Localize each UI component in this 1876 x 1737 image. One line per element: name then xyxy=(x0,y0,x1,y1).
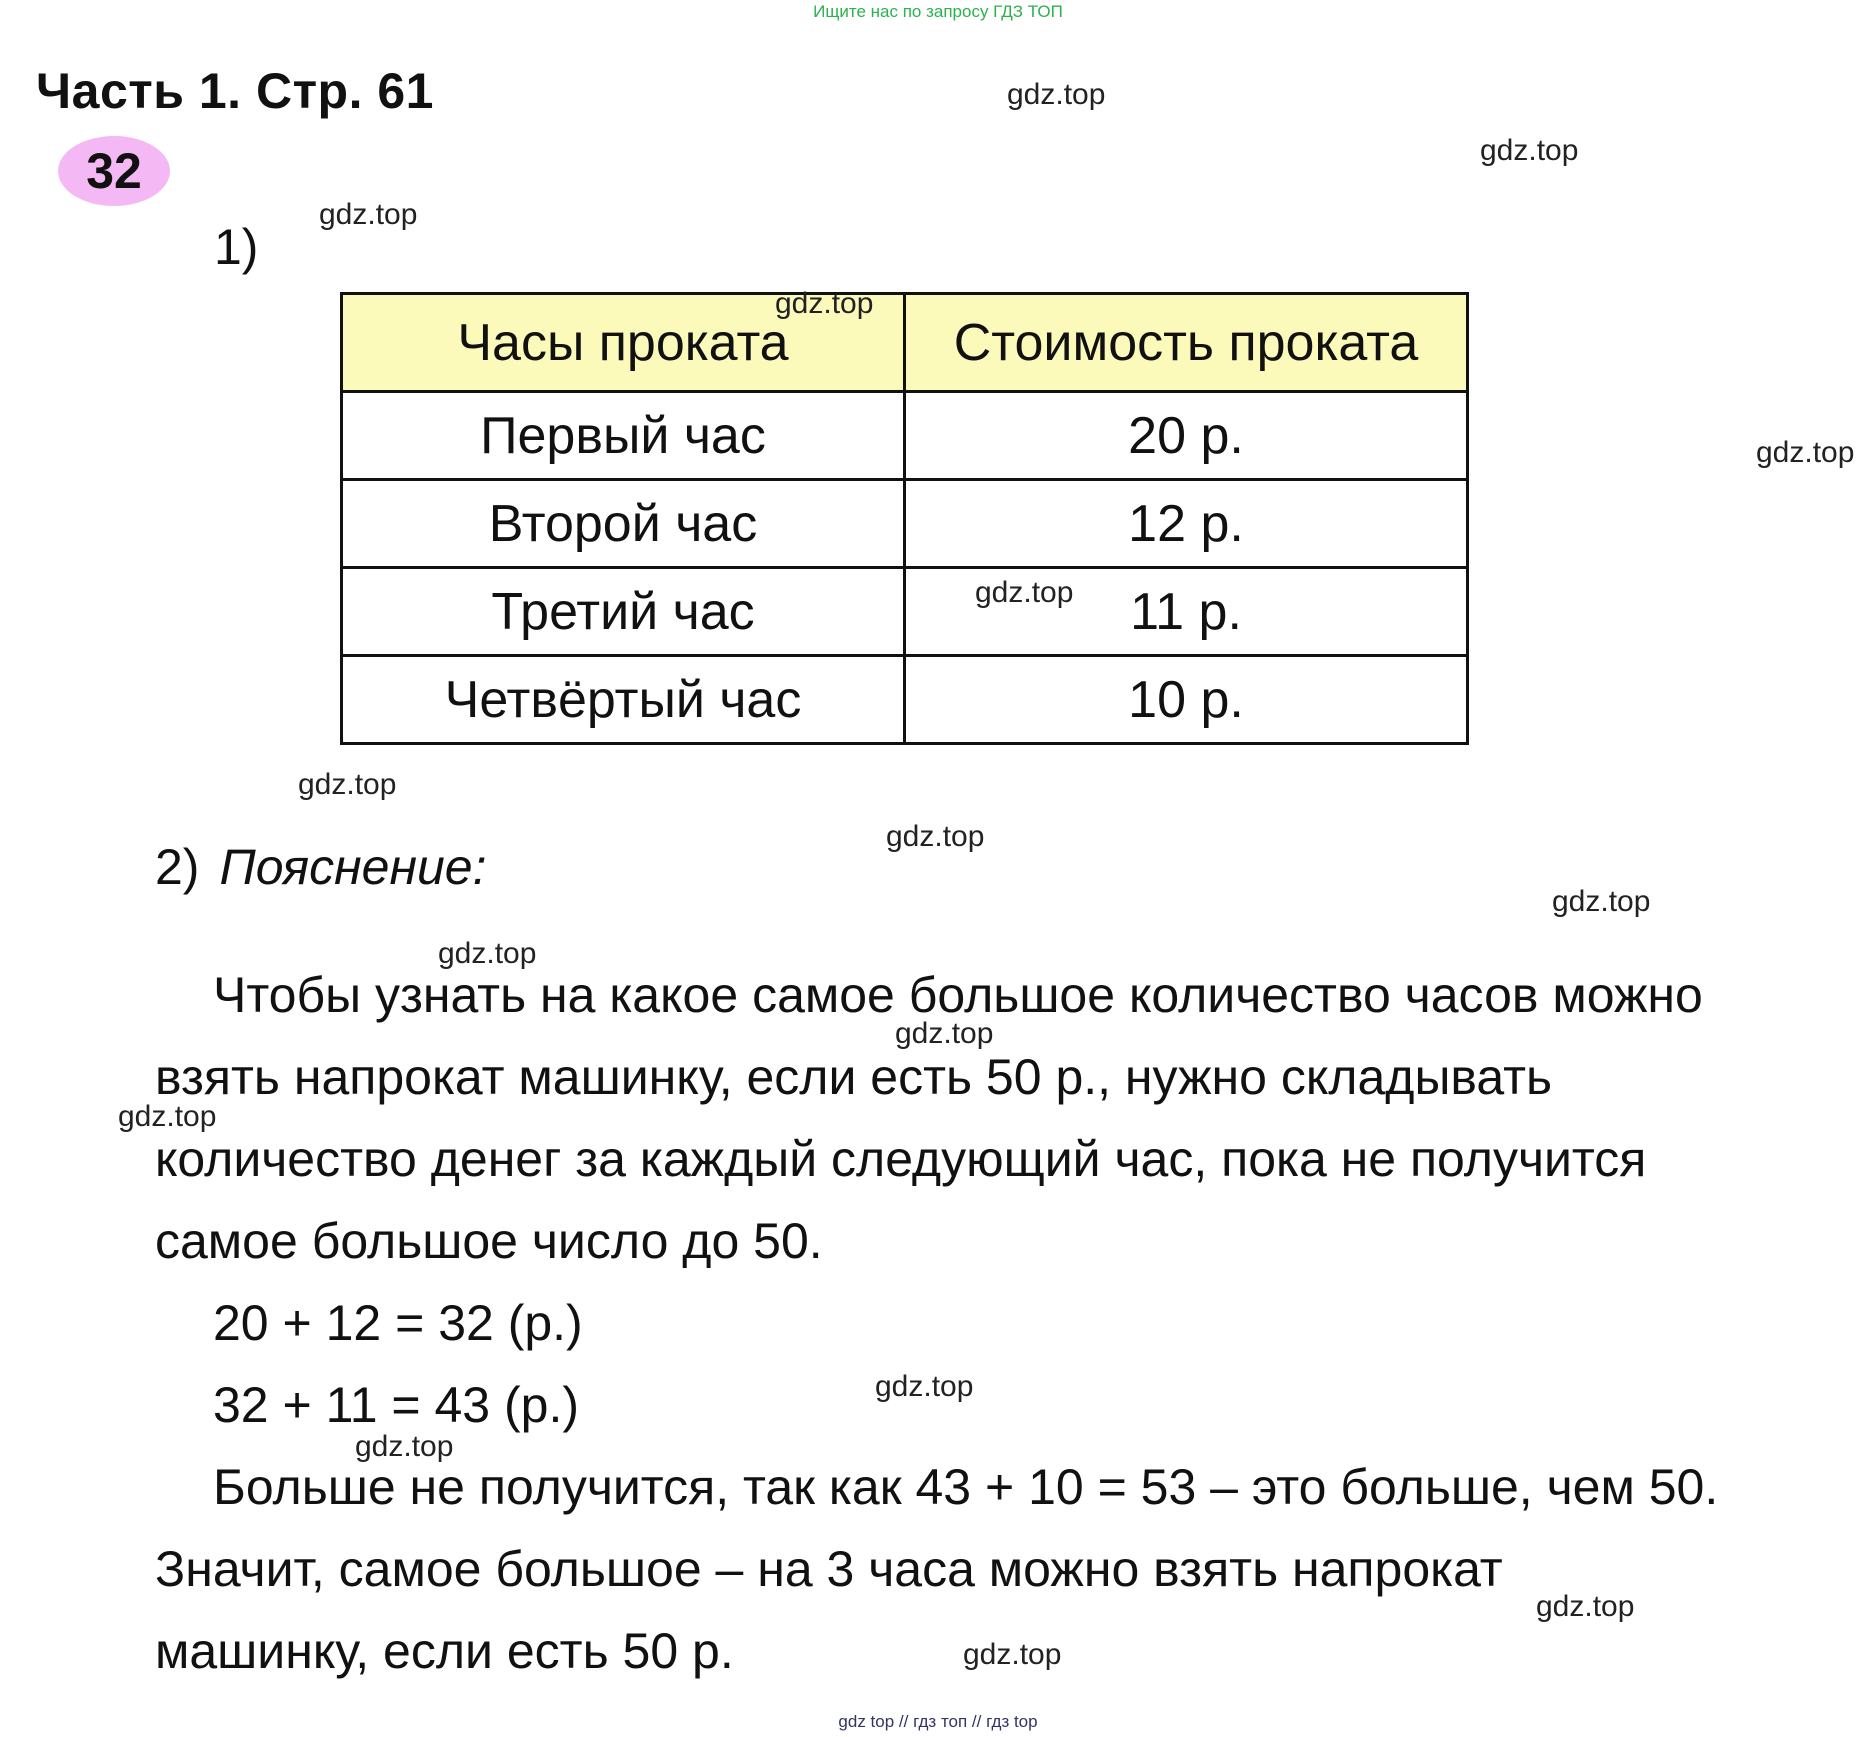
conclusion-line: машинку, если есть 50 р. xyxy=(155,1623,734,1679)
conclusion-line: Значит, самое большое – на 3 часа можно взять напрокат xyxy=(155,1541,1503,1597)
equation-line: 32 + 11 = 43 (р.) xyxy=(213,1377,579,1433)
table-row xyxy=(342,480,1468,568)
task-number-badge: 32 xyxy=(58,136,170,206)
paragraph-line: Чтобы узнать на какое самое большое количество часов можно xyxy=(213,967,1703,1023)
watermark: gdz.top xyxy=(118,1100,217,1133)
table-cell: 11 р. xyxy=(905,568,1468,656)
watermark: gdz.top xyxy=(975,576,1074,609)
watermark: gdz.top xyxy=(1552,885,1651,918)
equation-line: 20 + 12 = 32 (р.) xyxy=(213,1295,583,1351)
table-cell: 20 р. xyxy=(905,392,1468,480)
table-header-row xyxy=(342,294,1468,392)
conclusion-line: Больше не получится, так как 43 + 10 = 53 – это больше, чем 50. xyxy=(213,1459,1719,1515)
part2-label: 2) xyxy=(155,839,200,895)
watermark: gdz.top xyxy=(875,1370,974,1403)
table-cell: Второй час xyxy=(342,480,905,568)
paragraph-line: самое большое число до 50. xyxy=(155,1213,823,1269)
table-cell: Четвёртый час xyxy=(342,656,905,744)
part1-label: 1) xyxy=(214,219,259,275)
page-title: Часть 1. Стр. 61 xyxy=(36,63,434,119)
table-row xyxy=(342,392,1468,480)
paragraph-line: взять напрокат машинку, если есть 50 р., нужно складывать xyxy=(155,1049,1553,1105)
column-header: Часы проката xyxy=(342,294,905,392)
table-cell: Третий час xyxy=(342,568,905,656)
watermark: gdz.top xyxy=(1007,78,1106,111)
watermark: gdz.top xyxy=(1536,1590,1635,1623)
watermark: gdz.top xyxy=(886,820,985,853)
table-cell: 12 р. xyxy=(905,480,1468,568)
paragraph-line: количество денег за каждый следующий час, пока не получится xyxy=(155,1131,1647,1187)
watermark: gdz.top xyxy=(355,1430,454,1463)
watermark: gdz.top xyxy=(963,1638,1062,1671)
watermark: gdz.top xyxy=(298,768,397,801)
watermark: gdz.top xyxy=(1756,436,1855,469)
part2-heading xyxy=(155,838,486,896)
top-banner: Ищите нас по запросу ГДЗ ТОП xyxy=(813,2,1063,21)
watermark: gdz.top xyxy=(438,937,537,970)
table-cell: 10 р. xyxy=(905,656,1468,744)
watermark: gdz.top xyxy=(319,198,418,231)
explanation-heading: Пояснение: xyxy=(219,839,487,895)
rental-table xyxy=(340,292,1469,745)
table-cell: Первый час xyxy=(342,392,905,480)
footer-links: gdz top // гдз топ // гдз top xyxy=(838,1712,1038,1731)
watermark: gdz.top xyxy=(895,1017,994,1050)
table-row xyxy=(342,568,1468,656)
watermark: gdz.top xyxy=(1480,134,1579,167)
table-row xyxy=(342,656,1468,744)
column-header: Стоимость проката xyxy=(905,294,1468,392)
watermark: gdz.top xyxy=(775,287,874,320)
